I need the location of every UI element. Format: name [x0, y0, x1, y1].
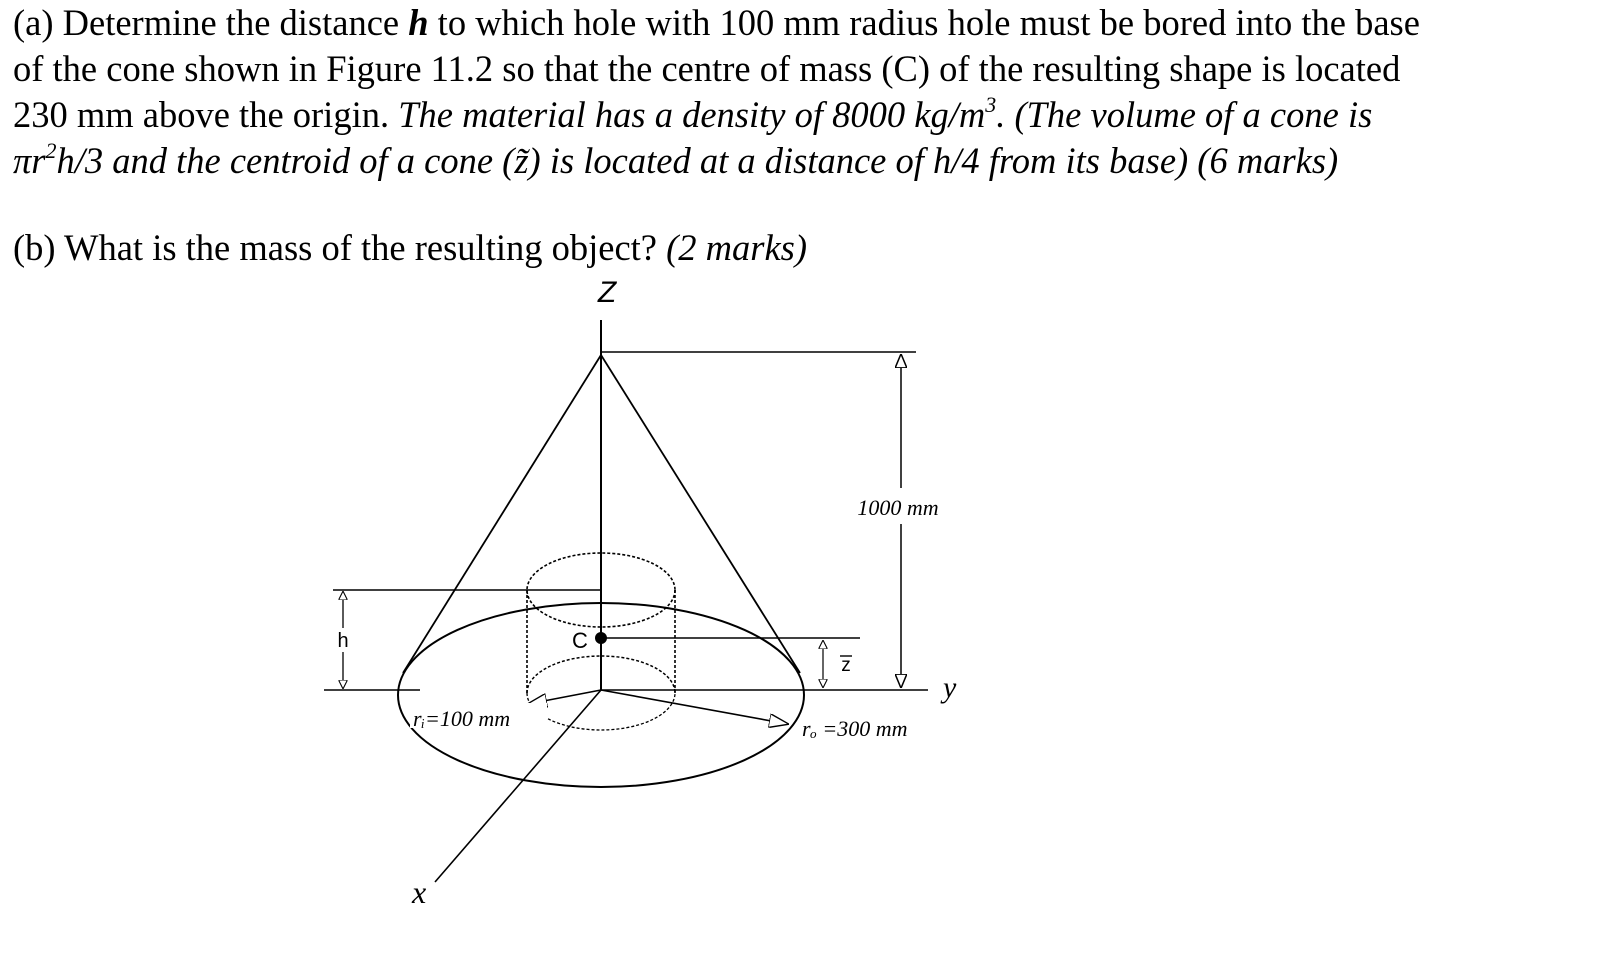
z-bar-label: z [841, 655, 851, 676]
outer-radius-label: rₒ =300 mm [802, 716, 908, 741]
question-b: (b) What is the mass of the resulting object? (2 marks) [13, 227, 808, 268]
hole-bottom-ellipse-back [527, 693, 675, 730]
centroid-dot [595, 632, 607, 644]
z-axis-label: Z [597, 276, 617, 309]
centroid-label: C [572, 628, 588, 653]
y-axis-label: y [943, 671, 957, 704]
inner-radius-label: rᵢ=100 mm [413, 706, 511, 731]
outer-radius-arrow [601, 690, 788, 724]
cone-right-side [601, 355, 800, 673]
h-symbol: h [408, 2, 429, 43]
x-axis-label: x [412, 874, 427, 910]
question-a-line-1: (a) Determine the distance h to which hole with 100 mm radius hole must be bored into the base [13, 2, 1420, 43]
height-label: 1000 mm [857, 495, 939, 520]
question-b-marks: (2 marks) [666, 227, 808, 268]
question-a-line-4: $\pi r^2h/3$ and the centroid of a cone (z̃) is located at a distance of h/4 from its base) (6 marks) [13, 138, 1339, 181]
question-a-line-3: 230 mm above the origin. The material has a density of 8000 $kg/m^3$. (The volume of a cone is [13, 92, 1373, 135]
h-label: h [337, 630, 349, 652]
cone-left-side [403, 355, 601, 673]
question-a-line-2: of the cone shown in Figure 11.2 so that the centre of mass (C) of the resulting shape is located [13, 48, 1401, 89]
